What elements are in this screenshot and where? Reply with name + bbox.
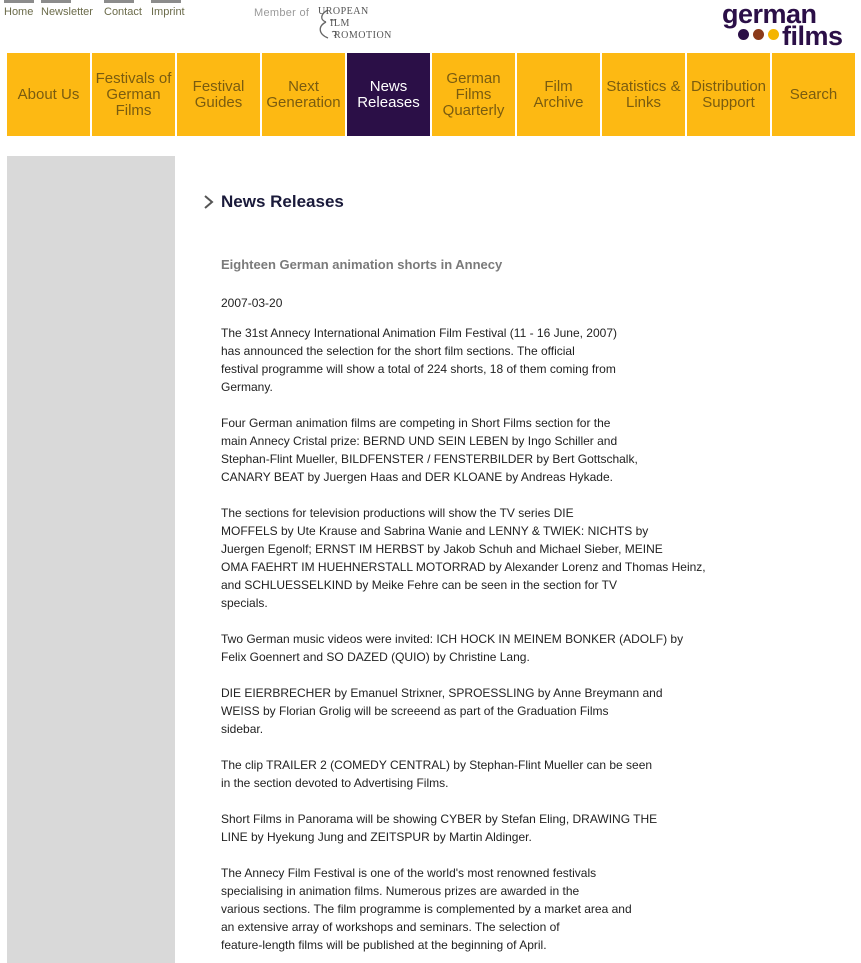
main-nav <box>7 53 855 136</box>
efp-line-2: ILM <box>330 18 350 29</box>
article-paragraph <box>221 810 657 846</box>
home-link[interactable]: Home <box>4 0 33 18</box>
german-films-logo[interactable] <box>716 0 852 51</box>
logo-dot-icon <box>768 29 779 40</box>
text-line: WEISS by Florian Grolig will be screeend as part of the Graduation Films <box>221 704 609 718</box>
page-title: News Releases <box>221 192 344 211</box>
logo-word-films: films <box>782 21 843 51</box>
text-line: OMA FAEHRT IM HUEHNERSTALL MOTORRAD by Alexander Lorenz and Thomas Heinz, <box>221 560 706 574</box>
text-line: The Annecy Film Festival is one of the world's most renowned festivals <box>221 866 597 880</box>
text-line: Germany. <box>221 380 273 394</box>
text-line: MOFFELS by Ute Krause and Sabrina Wanie and LENNY & TWIEK: NICHTS by <box>221 524 649 538</box>
efp-logo[interactable] <box>254 4 439 46</box>
nav-about-us[interactable]: About Us <box>7 53 90 136</box>
nav-next-generation[interactable]: Next Generation <box>262 53 345 136</box>
article-paragraph <box>221 630 683 666</box>
text-line: specialising in animation films. Numerous prizes are awarded in the <box>221 884 580 898</box>
article-paragraph <box>221 864 632 954</box>
nav-statistics-links[interactable]: Statistics & Links <box>602 53 685 136</box>
text-line: LINE by Hyekung Jung and ZEITSPUR by Martin Aldinger. <box>221 830 532 844</box>
text-line: festival programme will show a total of 224 shorts, 18 of them coming from <box>221 362 616 376</box>
text-line: The sections for television productions will show the TV series DIE <box>221 506 574 520</box>
article-title: Eighteen German animation shorts in Annecy <box>221 257 503 272</box>
text-line: Juergen Egenolf; ERNST IM HERBST by Jakob Schuh and Michael Sieber, MEINE <box>221 542 663 556</box>
newsletter-link[interactable]: Newsletter <box>41 0 93 18</box>
article-paragraph <box>221 504 706 612</box>
chevron-right-icon <box>203 194 215 210</box>
article-paragraph <box>221 756 652 792</box>
efp-line-3: ROMOTION <box>334 30 392 41</box>
logo-dot-icon <box>738 29 749 40</box>
nav-search[interactable]: Search <box>772 53 855 136</box>
nav-festivals-of-german-films[interactable]: Festivals of German Films <box>92 53 175 136</box>
text-line: CANARY BEAT by Juergen Haas and DER KLOANE by Andreas Hykade. <box>221 470 613 484</box>
nav-distribution-support[interactable]: Distribution Support <box>687 53 770 136</box>
text-line: feature-length films will be published at the beginning of April. <box>221 938 547 952</box>
efp-member-text: Member of <box>254 7 310 19</box>
contact-link[interactable]: Contact <box>104 0 142 18</box>
imprint-link[interactable]: Imprint <box>151 0 185 18</box>
logo-dot-icon <box>753 29 764 40</box>
nav-festival-guides[interactable]: Festival Guides <box>177 53 260 136</box>
article-paragraph <box>221 414 638 486</box>
text-line: Short Films in Panorama will be showing CYBER by Stefan Eling, DRAWING THE <box>221 812 658 826</box>
logo-word-german: german <box>722 0 817 29</box>
article-paragraph <box>221 684 663 738</box>
text-line: Felix Goennert and SO DAZED (QUIO) by Christine Lang. <box>221 650 530 664</box>
text-line: has announced the selection for the short film sections. The official <box>221 344 575 358</box>
text-line: Four German animation films are competing in Short Films section for the <box>221 416 611 430</box>
article-date: 2007-03-20 <box>221 296 283 310</box>
text-line: Two German music videos were invited: ICH HOCK IN MEINEM BONKER (ADOLF) by <box>221 632 684 646</box>
left-sidebar <box>7 156 175 963</box>
text-line: DIE EIERBRECHER by Emanuel Strixner, SPROESSLING by Anne Breymann and <box>221 686 663 700</box>
text-line: Stephan-Flint Mueller, BILDFENSTER / FENSTERBILDER by Bert Gottschalk, <box>221 452 638 466</box>
text-line: an extensive array of workshops and seminars. The selection of <box>221 920 560 934</box>
text-line: The 31st Annecy International Animation Film Festival (11 - 16 June, 2007) <box>221 326 617 340</box>
nav-news-releases[interactable]: News Releases <box>347 53 430 136</box>
text-line: sidebar. <box>221 722 264 736</box>
text-line: in the section devoted to Advertising Films. <box>221 776 449 790</box>
text-line: main Annecy Cristal prize: BERND UND SEIN LEBEN by Ingo Schiller and <box>221 434 618 448</box>
text-line: specials. <box>221 596 268 610</box>
nav-film-archive[interactable]: Film Archive <box>517 53 600 136</box>
text-line: The clip TRAILER 2 (COMEDY CENTRAL) by Stephan-Flint Mueller can be seen <box>221 758 653 772</box>
nav-german-films-quarterly[interactable]: German Films Quarterly <box>432 53 515 136</box>
efp-line-1: UROPEAN <box>318 6 369 17</box>
text-line: and SCHLUESSELKIND by Meike Fehre can be seen in the section for TV <box>221 578 617 592</box>
article-paragraph <box>221 324 617 396</box>
text-line: various sections. The film programme is complemented by a market area and <box>221 902 632 916</box>
